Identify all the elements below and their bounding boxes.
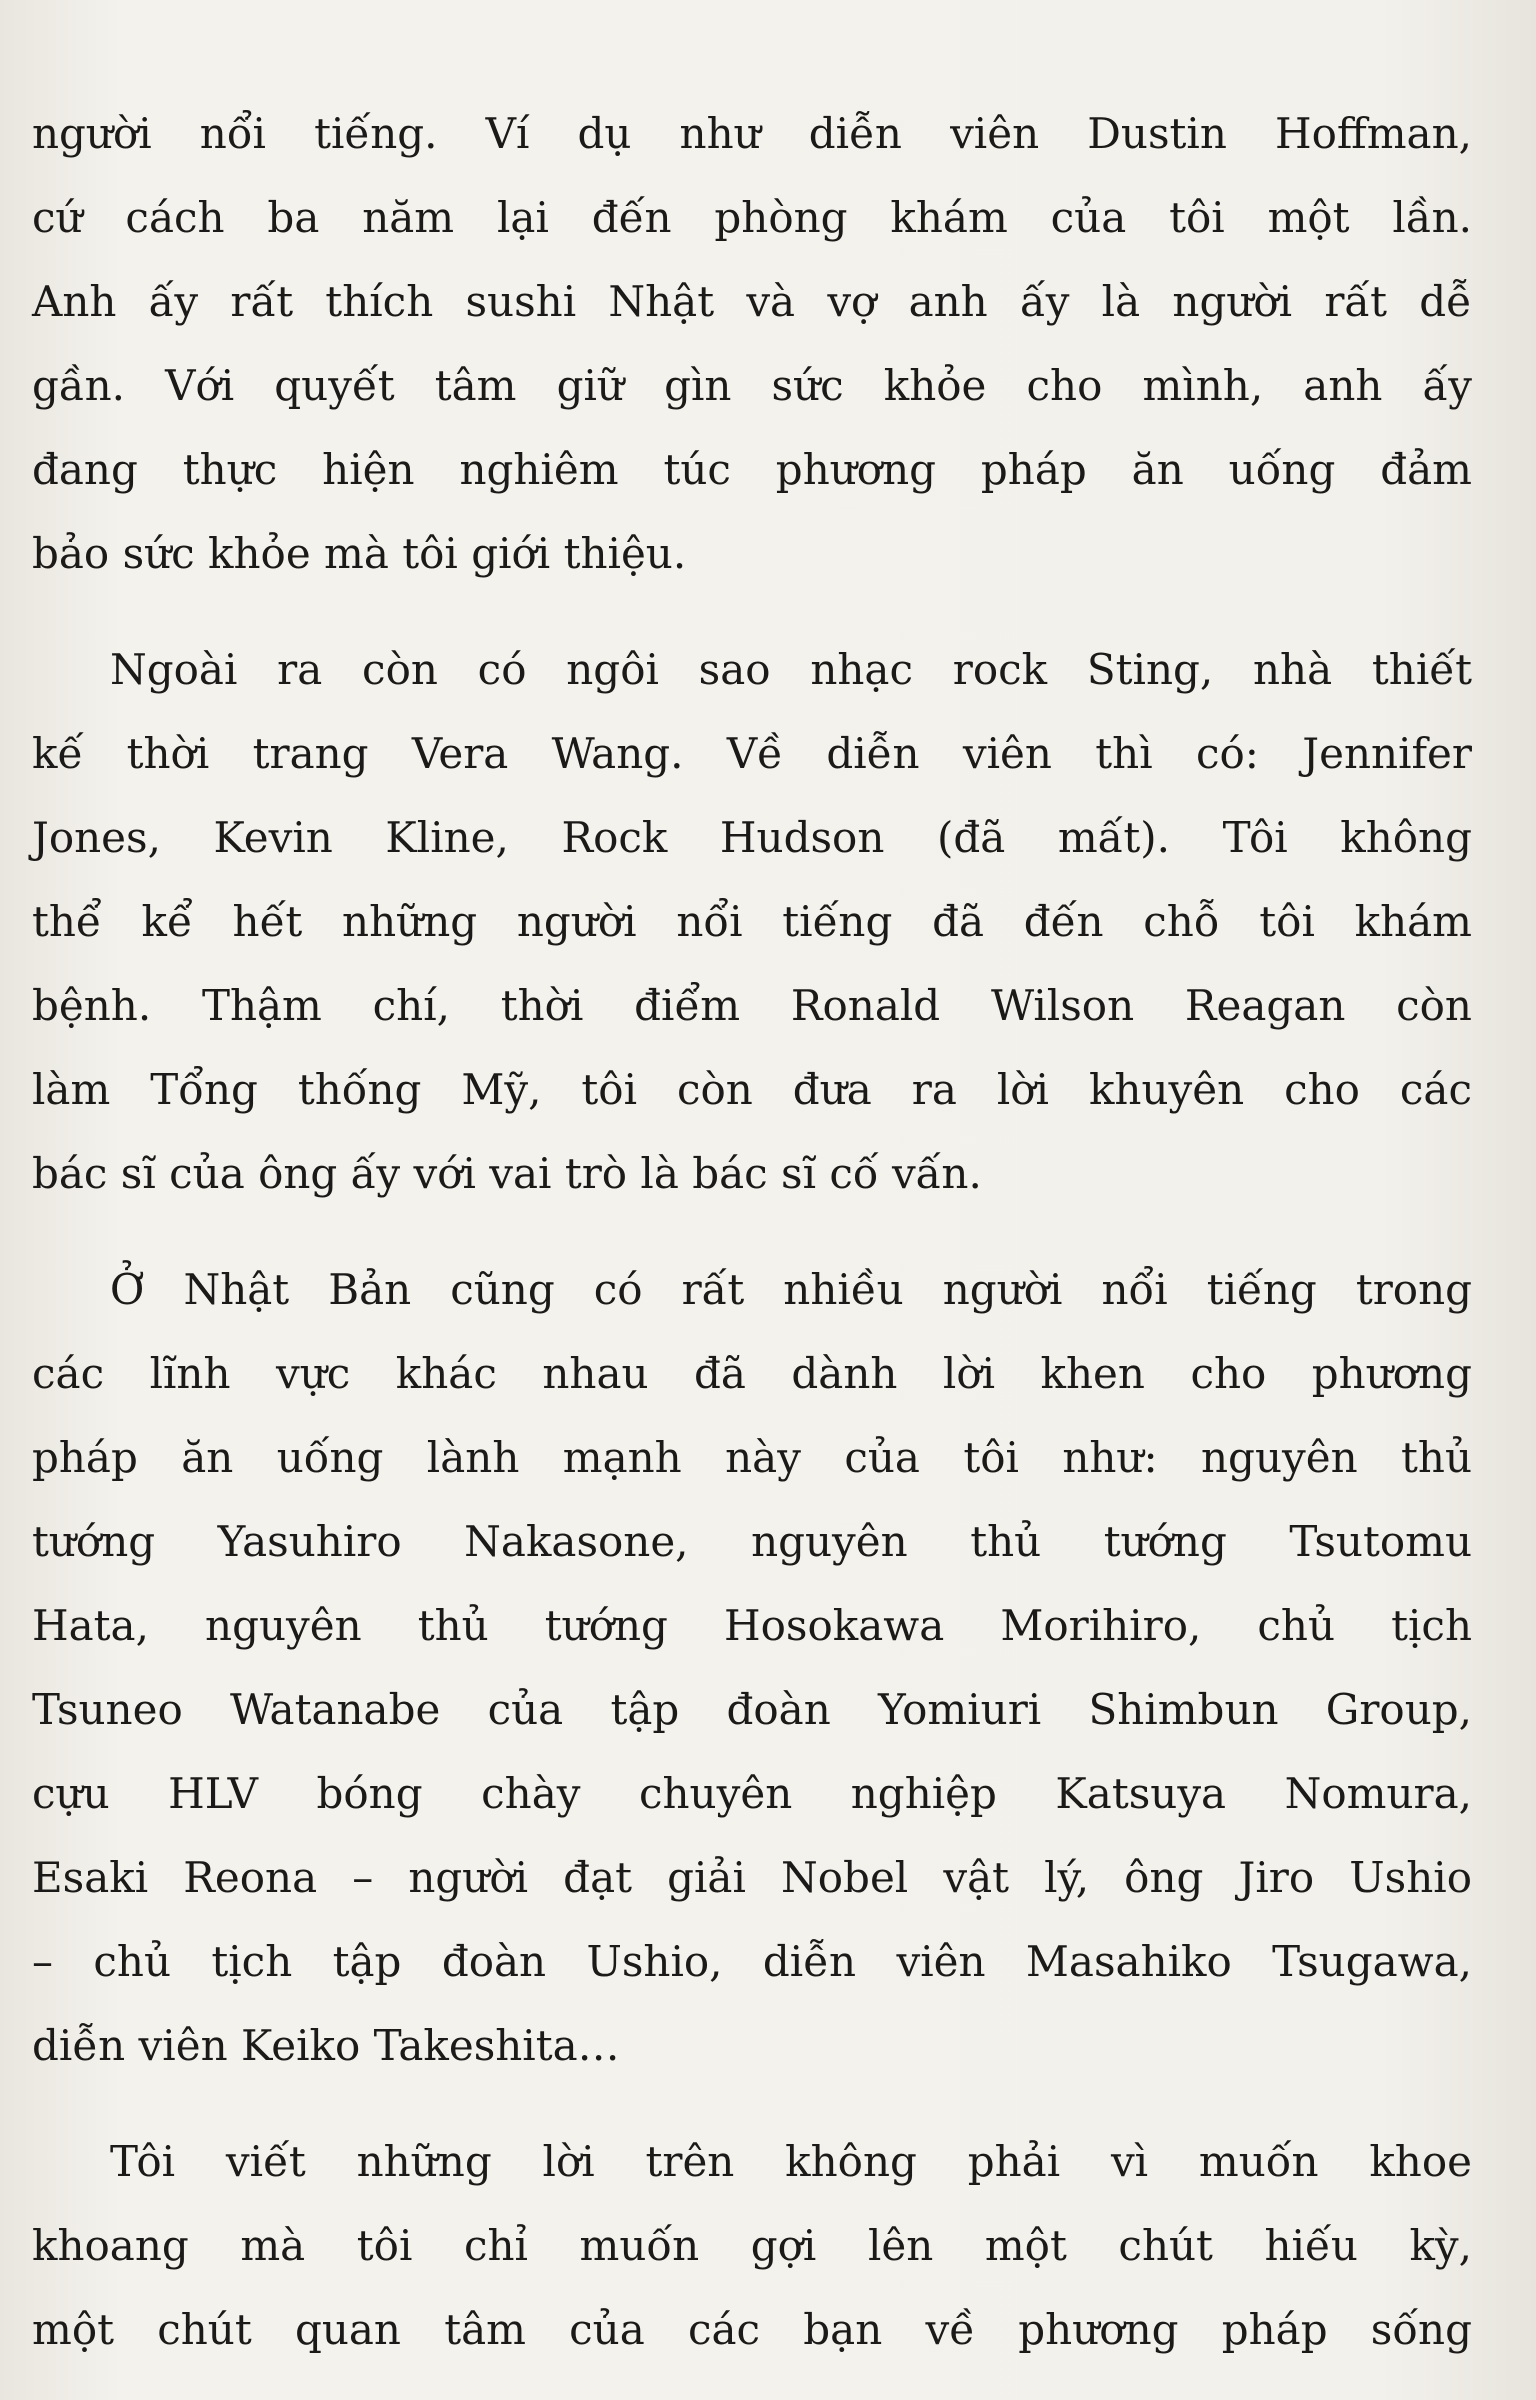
text-line: Tôi viết những lời trên không phải vì muốn khoe — [110, 2137, 1472, 2186]
text-line: Ở Nhật Bản cũng có rất nhiều người nổi tiếng trong — [110, 1265, 1472, 1314]
paragraph-3 — [32, 1248, 1472, 2088]
text-line: tướng Yasuhiro Nakasone, nguyên thủ tướng Tsutomu — [32, 1517, 1472, 1566]
text-line: Hata, nguyên thủ tướng Hosokawa Morihiro, chủ tịch — [32, 1601, 1472, 1650]
paragraph-4 — [32, 2120, 1472, 2372]
text-line: bảo sức khỏe mà tôi giới thiệu. — [32, 529, 687, 578]
text-line: diễn viên Keiko Takeshita… — [32, 2021, 620, 2070]
text-line: một chút quan tâm của các bạn về phương pháp sống — [32, 2305, 1472, 2354]
text-line: – chủ tịch tập đoàn Ushio, diễn viên Masahiko Tsugawa, — [32, 1937, 1472, 1986]
text-line: đang thực hiện nghiêm túc phương pháp ăn uống đảm — [32, 445, 1472, 494]
text-line: gần. Với quyết tâm giữ gìn sức khỏe cho mình, anh ấy — [32, 361, 1472, 410]
text-line: bác sĩ của ông ấy với vai trò là bác sĩ cố vấn. — [32, 1149, 982, 1198]
text-line: khoang mà tôi chỉ muốn gợi lên một chút hiếu kỳ, — [32, 2221, 1472, 2270]
paragraph-2 — [32, 628, 1472, 1216]
text-line: thể kể hết những người nổi tiếng đã đến chỗ tôi khám — [32, 897, 1472, 946]
paragraph-1 — [32, 92, 1472, 596]
text-line: làm Tổng thống Mỹ, tôi còn đưa ra lời khuyên cho các — [32, 1065, 1472, 1114]
text-line: Esaki Reona – người đạt giải Nobel vật lý, ông Jiro Ushio — [32, 1853, 1472, 1902]
text-line: Ngoài ra còn có ngôi sao nhạc rock Sting, nhà thiết — [110, 645, 1472, 694]
text-line: cựu HLV bóng chày chuyên nghiệp Katsuya Nomura, — [32, 1769, 1472, 1818]
text-line: pháp ăn uống lành mạnh này của tôi như: nguyên thủ — [32, 1433, 1472, 1482]
text-line: kế thời trang Vera Wang. Về diễn viên thì có: Jennifer — [32, 729, 1472, 778]
text-line: Jones, Kevin Kline, Rock Hudson (đã mất). Tôi không — [32, 813, 1472, 862]
text-line: cứ cách ba năm lại đến phòng khám của tôi một lần. — [32, 193, 1472, 242]
text-line: các lĩnh vực khác nhau đã dành lời khen cho phương — [32, 1349, 1472, 1398]
text-line: Tsuneo Watanabe của tập đoàn Yomiuri Shimbun Group, — [32, 1685, 1472, 1734]
text-line: Anh ấy rất thích sushi Nhật và vợ anh ấy là người rất dễ — [32, 277, 1472, 326]
text-line: người nổi tiếng. Ví dụ như diễn viên Dustin Hoffman, — [32, 109, 1472, 158]
text-line: bệnh. Thậm chí, thời điểm Ronald Wilson Reagan còn — [32, 981, 1472, 1030]
